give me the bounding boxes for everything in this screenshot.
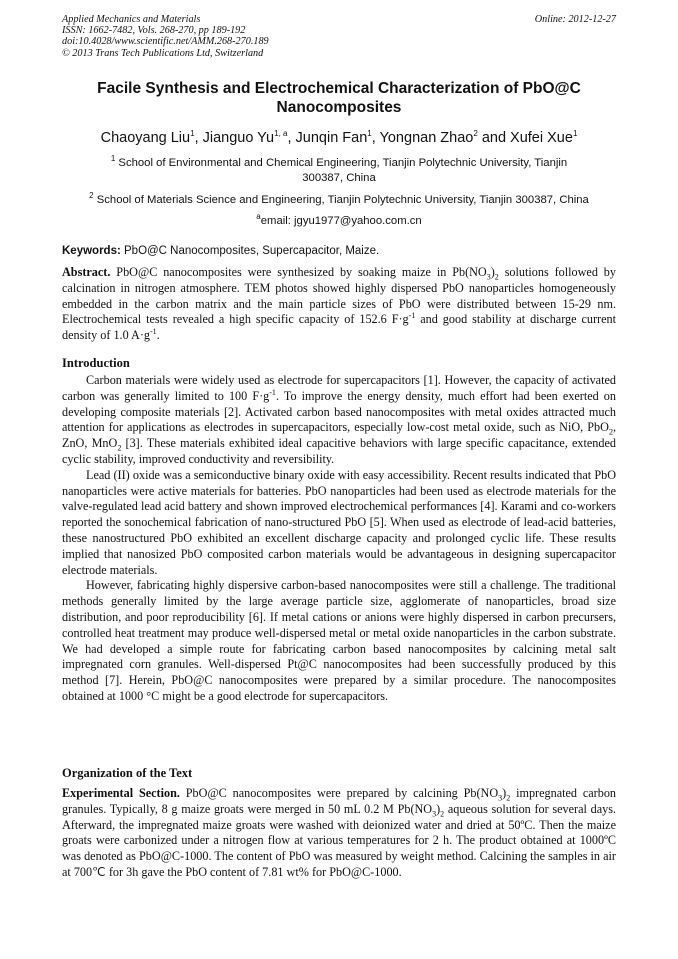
- abstract: Abstract. PbO@C nanocomposites were synthesized by soaking maize in $Pb(NO_3)_2$ solutions followed by calcination in nitrogen atmosphere. TEM photos showed highly dispersed PbO nanoparticles homogeneously embedded in the carbon matrix and the main particle sizes of PbO were distributed between 15-29 nm. Electrochemical tests revealed a high specific capacity of 152.6 $F\cdot g^{-1}$ and good stability at discharge current density of 1.0 $A\cdot g^{-1}$.: [62, 265, 616, 343]
- paragraph: However, fabricating highly dispersive carbon-based nanocomposites were still a challenge. The traditional methods generally limited by the large average particle size, agglomerate of nanoparticles, broad size distribution, and poor reproducibility [6]. If metal cations or anions were highly dispersed in carbon precursers, controlled heat treatment may produce well-dispersed metal or metal oxide nanoparticles in the carbon substrate. We had developed a simple route for fabricating carbon based nanocomposites by calcining metal salt impregnated corn granules. Well-dispersed Pt@C nanocomposites had been successfully produced by this method [7]. Herein, PbO@C nanocomposites were prepared by a similar procedure. The nanocomposites obtained at 1000 °C might be a good electrode for supercapacitors.: [62, 578, 616, 703]
- experimental-section: Experimental Section. PbO@C nanocomposites were prepared by calcining $Pb(NO_3)_2$ impregnated carbon granules. Typically, 8 g maize groats were merged in 50 mL 0.2 M $Pb(NO_3)_2$ aqueous solution for several days. Afterward, the impregnated maize groats were washed with deionized water and dried at 50ºC. Then the maize groats were carbonized under a nitrogen flow at various temperatures for 2 h. The product obtained at 1000ºC was denoted as PbO@C-1000. The content of PbO was measured by weight method. Calcining the samples in air at 700℃ for 3h gave the PbO content of 7.81 wt% for PbO@C-1000.: [62, 786, 617, 879]
- introduction-body: [62, 373, 616, 705]
- author-name: Junqin Fan: [295, 130, 368, 146]
- paragraph: Lead (II) oxide was a semiconductive binary oxide with easy accessibility. Recent results indicated that PbO nanoparticles were active materials for batteries. PbO nanoparticles had been used as electrode materials for the valve-regulated lead acid battery and shown improved electrochemical performances [4]. Karami and co-workers reported the sonochemical fabrication of nano-structured PbO [5]. When used as electrode of lead-acid batteries, these nanostructured PbO exhibited an excellent discharge capacity and prolonged cyclic life. These results implied that nanosized PbO composited carbon materials would be advantageous in designing supercapacitor electrode materials.: [62, 467, 616, 577]
- affiliation-1: $^1$ School of Environmental and Chemical Engineering, Tianjin Polytechnic University, Tianjin 300387, China: [110, 154, 568, 184]
- section-heading-introduction: Introduction: [62, 356, 130, 370]
- affiliation-2: $^2$ School of Materials Science and Engineering, Tianjin Polytechnic University, Tianjin 300387, China: [89, 191, 589, 206]
- journal-name: Applied Mechanics and Materials: [62, 14, 201, 25]
- author-name: Jianguo Yu: [202, 130, 275, 146]
- paragraph: Carbon materials were widely used as electrode for supercapacitors [1]. However, the capacity of activated carbon was generally limited to 100 $F\cdot g^{-1}$. To improve the energy density, much effort had been exerted on developing composite materials [2]. Activated carbon based nanocomposites with metal oxides attracted much attention for applications as electrodes in supercapacitors, especially low-cost metal oxide, such as NiO, PbO$_2$, ZnO, MnO$_2$ [3]. These materials exhibited ideal capacitive behaviors with large specific capacitance, extended cyclic stability, improved conductivity and reversibility.: [62, 373, 616, 466]
- abstract-label: Abstract.: [62, 265, 111, 279]
- copyright-line: © 2013 Trans Tech Publications Ltd, Switzerland: [62, 47, 264, 59]
- paper-title: Facile Synthesis and Electrochemical Characterization of PbO@C Nanocomposites: [97, 80, 581, 116]
- issn-line: ISSN: 1662-7482, Vols. 268-270, pp 189-192: [62, 25, 246, 37]
- author-name: Chaoyang Liu: [100, 130, 191, 146]
- online-date: Online: 2012-12-27: [534, 14, 616, 25]
- doi-line: doi:10.4028/www.scientific.net/AMM.268-270.189: [62, 36, 269, 48]
- journal-header: [62, 14, 616, 59]
- author-list: Chaoyang Liu$^1$, Jianguo Yu$^{1, a}$, Junqin Fan$^1$, Yongnan Zhao$^2$ and Xufei Xue$^1$: [100, 129, 578, 146]
- author-email: $^a$email: jgyu1977@yahoo.com.cn: [256, 212, 422, 227]
- keywords-label: Keywords:: [62, 245, 121, 257]
- keywords: [62, 244, 616, 259]
- section-heading-organization: Organization of the Text: [62, 766, 193, 780]
- author-name: Xufei Xue: [510, 130, 573, 146]
- author-name: Yongnan Zhao: [379, 130, 474, 146]
- keywords-text: PbO@C Nanocomposites, Supercapacitor, Maize.: [124, 245, 380, 257]
- experimental-label: Experimental Section.: [62, 786, 180, 800]
